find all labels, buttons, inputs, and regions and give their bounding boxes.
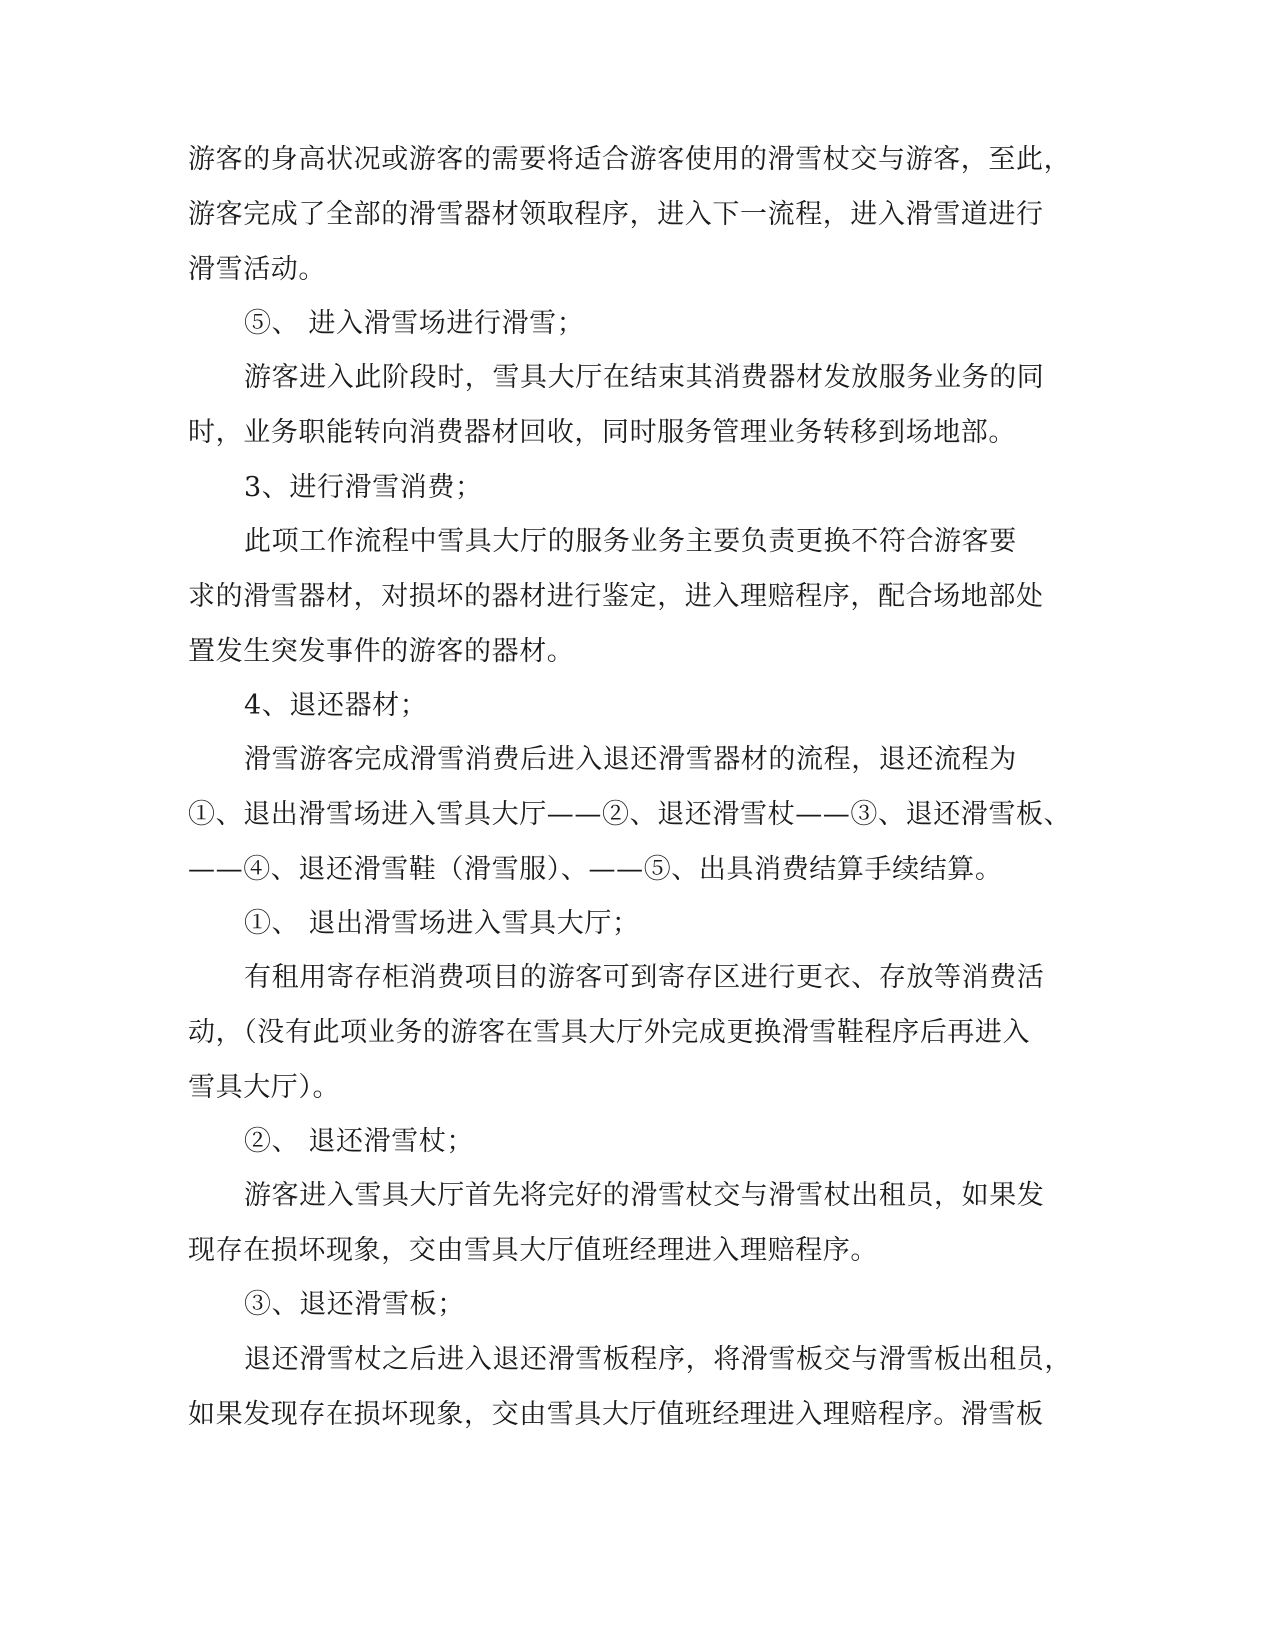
text-line: 游客进入此阶段时，雪具大厅在结束其消费器材发放服务业务的同 <box>244 362 1045 393</box>
text-line: 滑雪活动。 <box>188 254 326 285</box>
text-line: ——④、退还滑雪鞋（滑雪服）、——⑤、出具消费结算手续结算。 <box>188 854 1003 885</box>
section-heading: 3、进行滑雪消费； <box>244 472 483 503</box>
section-heading: ⑤、 进入滑雪场进行滑雪； <box>244 308 585 339</box>
text-line: 置发生突发事件的游客的器材。 <box>188 636 575 667</box>
text-line: 游客完成了全部的滑雪器材领取程序，进入下一流程，进入滑雪道进行 <box>188 199 1044 230</box>
text-line: 有租用寄存柜消费项目的游客可到寄存区进行更衣、存放等消费活 <box>244 962 1045 993</box>
text-line: 现存在损坏现象，交由雪具大厅值班经理进入理赔程序。 <box>188 1235 878 1266</box>
section-heading: 4、退还器材； <box>244 690 428 721</box>
text-line: 时，业务职能转向消费器材回收，同时服务管理业务转移到场地部。 <box>188 417 1016 448</box>
text-line: 游客进入雪具大厅首先将完好的滑雪杖交与滑雪杖出租员，如果发 <box>244 1180 1045 1211</box>
section-heading: ②、 退还滑雪杖； <box>244 1126 474 1157</box>
text-line: ①、退出滑雪场进入雪具大厅——②、退还滑雪杖——③、退还滑雪板、 <box>188 799 1072 830</box>
text-line: 退还滑雪杖之后进入退还滑雪板程序，将滑雪板交与滑雪板出租员， <box>244 1344 1072 1375</box>
section-heading: ①、 退出滑雪场进入雪具大厅； <box>244 908 640 939</box>
text-line: 雪具大厅）。 <box>188 1072 341 1103</box>
text-line: 求的滑雪器材，对损坏的器材进行鉴定，进入理赔程序，配合场地部处 <box>188 581 1044 612</box>
text-line: 此项工作流程中雪具大厅的服务业务主要负责更换不符合游客要 <box>244 526 1017 557</box>
text-line: 动，（没有此项业务的游客在雪具大厅外完成更换滑雪鞋程序后再进入 <box>188 1017 1031 1048</box>
text-line: 游客的身高状况或游客的需要将适合游客使用的滑雪杖交与游客，至此， <box>188 144 1072 175</box>
section-heading: ③、退还滑雪板； <box>244 1289 465 1320</box>
text-line: 如果发现存在损坏现象，交由雪具大厅值班经理进入理赔程序。滑雪板 <box>188 1399 1044 1430</box>
text-line: 滑雪游客完成滑雪消费后进入退还滑雪器材的流程，退还流程为 <box>244 744 1017 775</box>
